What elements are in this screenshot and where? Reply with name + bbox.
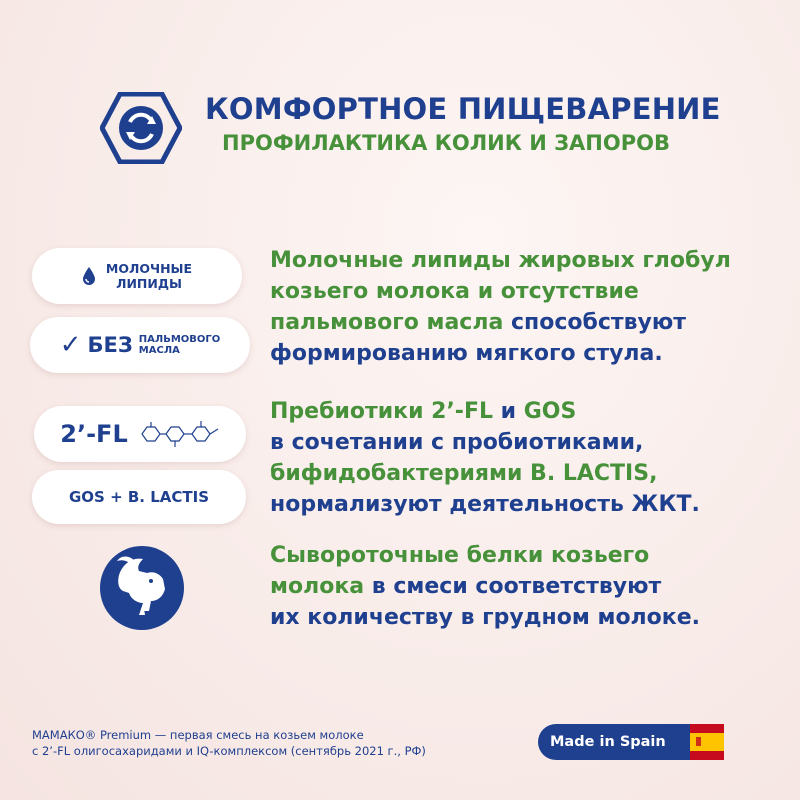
- gos-lactis-badge: [32, 470, 246, 524]
- footnote: МАМАКО® Premium — первая смесь на козьем молоке с 2’-FL олигосахаридами и IQ-комплексом (сентябрь 2021 г., РФ): [32, 728, 426, 758]
- no-palm-oil-badge: [30, 317, 250, 373]
- goat-icon: [99, 545, 185, 631]
- page-subtitle: ПРОФИЛАКТИКА КОЛИК И ЗАПОРОВ: [222, 131, 670, 155]
- whey-paragraph: Сывороточные белки козьего молока в смеси соответствуют их количеству в грудном молоке.: [270, 543, 700, 630]
- milk-lipids-label: МОЛОЧНЫЕ ЛИПИДЫ: [105, 261, 193, 291]
- page-title: КОМФОРТНОЕ ПИЩЕВАРЕНИЕ: [205, 92, 721, 126]
- made-in-spain-badge: Made in Spain: [538, 724, 698, 760]
- digestion-cycle-icon: [100, 92, 182, 164]
- fl-label: 2’-FL: [60, 420, 128, 448]
- lipids-paragraph: Молочные липиды жировых глобул козьего молока и отсутствие пальмового масла способствуют формированию мягкого стула.: [270, 248, 731, 366]
- droplet-icon: [82, 266, 96, 286]
- fl-badge: [34, 406, 246, 462]
- checkmark-icon: ✓: [59, 330, 82, 360]
- gos-label: GOS + B. LACTIS: [68, 488, 210, 506]
- bez-label: БЕЗ: [87, 333, 133, 357]
- prebiotics-paragraph: Пребиотики 2’-FL и GOS в сочетании с пробиотиками, бифидобактериями B. LACTIS, нормализуют деятельность ЖКТ.: [270, 399, 700, 517]
- milk-lipids-badge: [32, 248, 242, 304]
- spain-flag-icon: [690, 724, 724, 760]
- palm-oil-label: ПАЛЬМОВОГО МАСЛА: [138, 334, 221, 356]
- molecule-icon: [136, 419, 220, 449]
